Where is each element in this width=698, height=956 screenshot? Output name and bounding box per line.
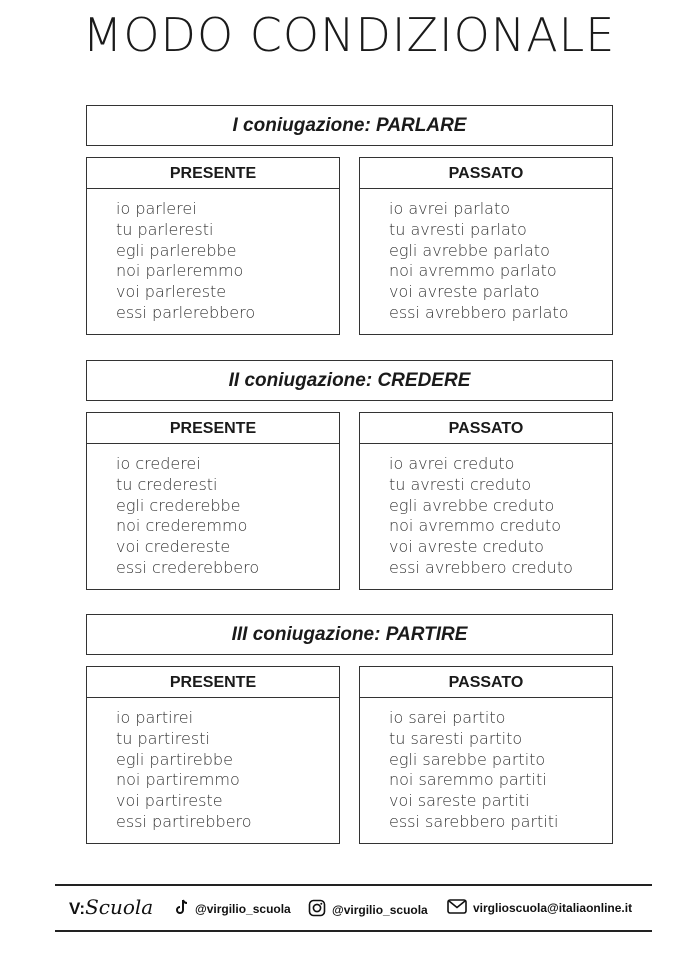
passato-box <box>359 666 613 844</box>
verb-form: essi parlerebbero <box>116 302 256 322</box>
passato-forms <box>360 189 612 324</box>
verb-form: noi crederemmo <box>116 516 248 536</box>
passato-label: PASSATO <box>360 667 612 698</box>
verb-form: noi avremmo creduto <box>389 516 562 536</box>
verb-form: voi avreste creduto <box>389 537 544 557</box>
verb-form: io avrei creduto <box>389 454 515 473</box>
passato-label: PASSATO <box>360 158 612 189</box>
passato-forms <box>360 698 612 833</box>
presente-label: PRESENTE <box>87 667 339 698</box>
verb-form: essi sarebbero partiti <box>389 811 559 831</box>
presente-box <box>86 412 340 590</box>
brand-v: V: <box>69 899 86 918</box>
verb-form: egli sarebbe partito <box>389 749 546 769</box>
footer <box>55 884 652 932</box>
verb-form: essi partirebbero <box>116 811 252 831</box>
verb-form: essi crederebbero <box>116 557 260 577</box>
verb-form: voi sareste partiti <box>389 791 530 811</box>
passato-box <box>359 412 613 590</box>
verb-form: essi avrebbero creduto <box>389 557 573 577</box>
verb-form: noi partiremmo <box>116 770 240 790</box>
brand-logo <box>69 895 153 919</box>
instagram-handle: @virgilio_scuola <box>332 902 428 917</box>
presente-forms <box>87 444 339 579</box>
verb-form: tu avresti parlato <box>389 219 527 239</box>
email-address: virglioscuola@italiaonline.it <box>473 901 633 915</box>
email-link[interactable] <box>447 899 632 917</box>
verb-form: egli avrebbe parlato <box>389 240 550 260</box>
tiktok-handle: @virgilio_scuola <box>195 901 291 916</box>
presente-forms <box>87 189 339 324</box>
verb-form: tu saresti partito <box>389 728 523 748</box>
verb-form: voi avreste parlato <box>389 282 540 302</box>
verb-form: egli partirebbe <box>116 749 233 769</box>
section-heading: III coniugazione: PARTIRE <box>86 614 613 655</box>
presente-box <box>86 157 340 335</box>
passato-forms <box>360 444 612 579</box>
verb-form: tu parleresti <box>116 219 214 239</box>
page-title: MODO CONDIZIONALE <box>82 8 616 62</box>
verb-form: essi avrebbero parlato <box>389 302 569 322</box>
mail-icon <box>447 899 473 917</box>
section-heading: II coniugazione: CREDERE <box>86 360 613 401</box>
verb-form: voi credereste <box>116 537 231 557</box>
passato-box <box>359 157 613 335</box>
tiktok-icon <box>175 899 195 918</box>
verb-form: egli parlerebbe <box>116 240 237 260</box>
presente-label: PRESENTE <box>87 413 339 444</box>
presente-box <box>86 666 340 844</box>
section-heading: I coniugazione: PARLARE <box>86 105 613 146</box>
tiktok-link[interactable] <box>175 899 291 918</box>
verb-form: egli crederebbe <box>116 495 241 515</box>
verb-form: io partirei <box>116 708 194 727</box>
verb-form: noi avremmo parlato <box>389 261 557 281</box>
verb-form: io crederei <box>116 454 201 473</box>
verb-form: tu crederesti <box>116 474 218 494</box>
verb-form: noi parleremmo <box>116 261 244 281</box>
verb-form: voi parlereste <box>116 282 227 302</box>
verb-form: io avrei parlato <box>389 199 511 218</box>
instagram-link[interactable] <box>308 899 428 920</box>
instagram-icon <box>308 899 332 920</box>
passato-label: PASSATO <box>360 413 612 444</box>
verb-form: io sarei partito <box>389 708 506 727</box>
verb-form: egli avrebbe creduto <box>389 495 555 515</box>
verb-form: voi partireste <box>116 791 223 811</box>
verb-form: io parlerei <box>116 199 197 218</box>
verb-form: tu avresti creduto <box>389 474 532 494</box>
presente-label: PRESENTE <box>87 158 339 189</box>
presente-forms <box>87 698 339 833</box>
verb-form: noi saremmo partiti <box>389 770 547 790</box>
verb-form: tu partiresti <box>116 728 210 748</box>
brand-name: Scuola <box>85 895 154 919</box>
